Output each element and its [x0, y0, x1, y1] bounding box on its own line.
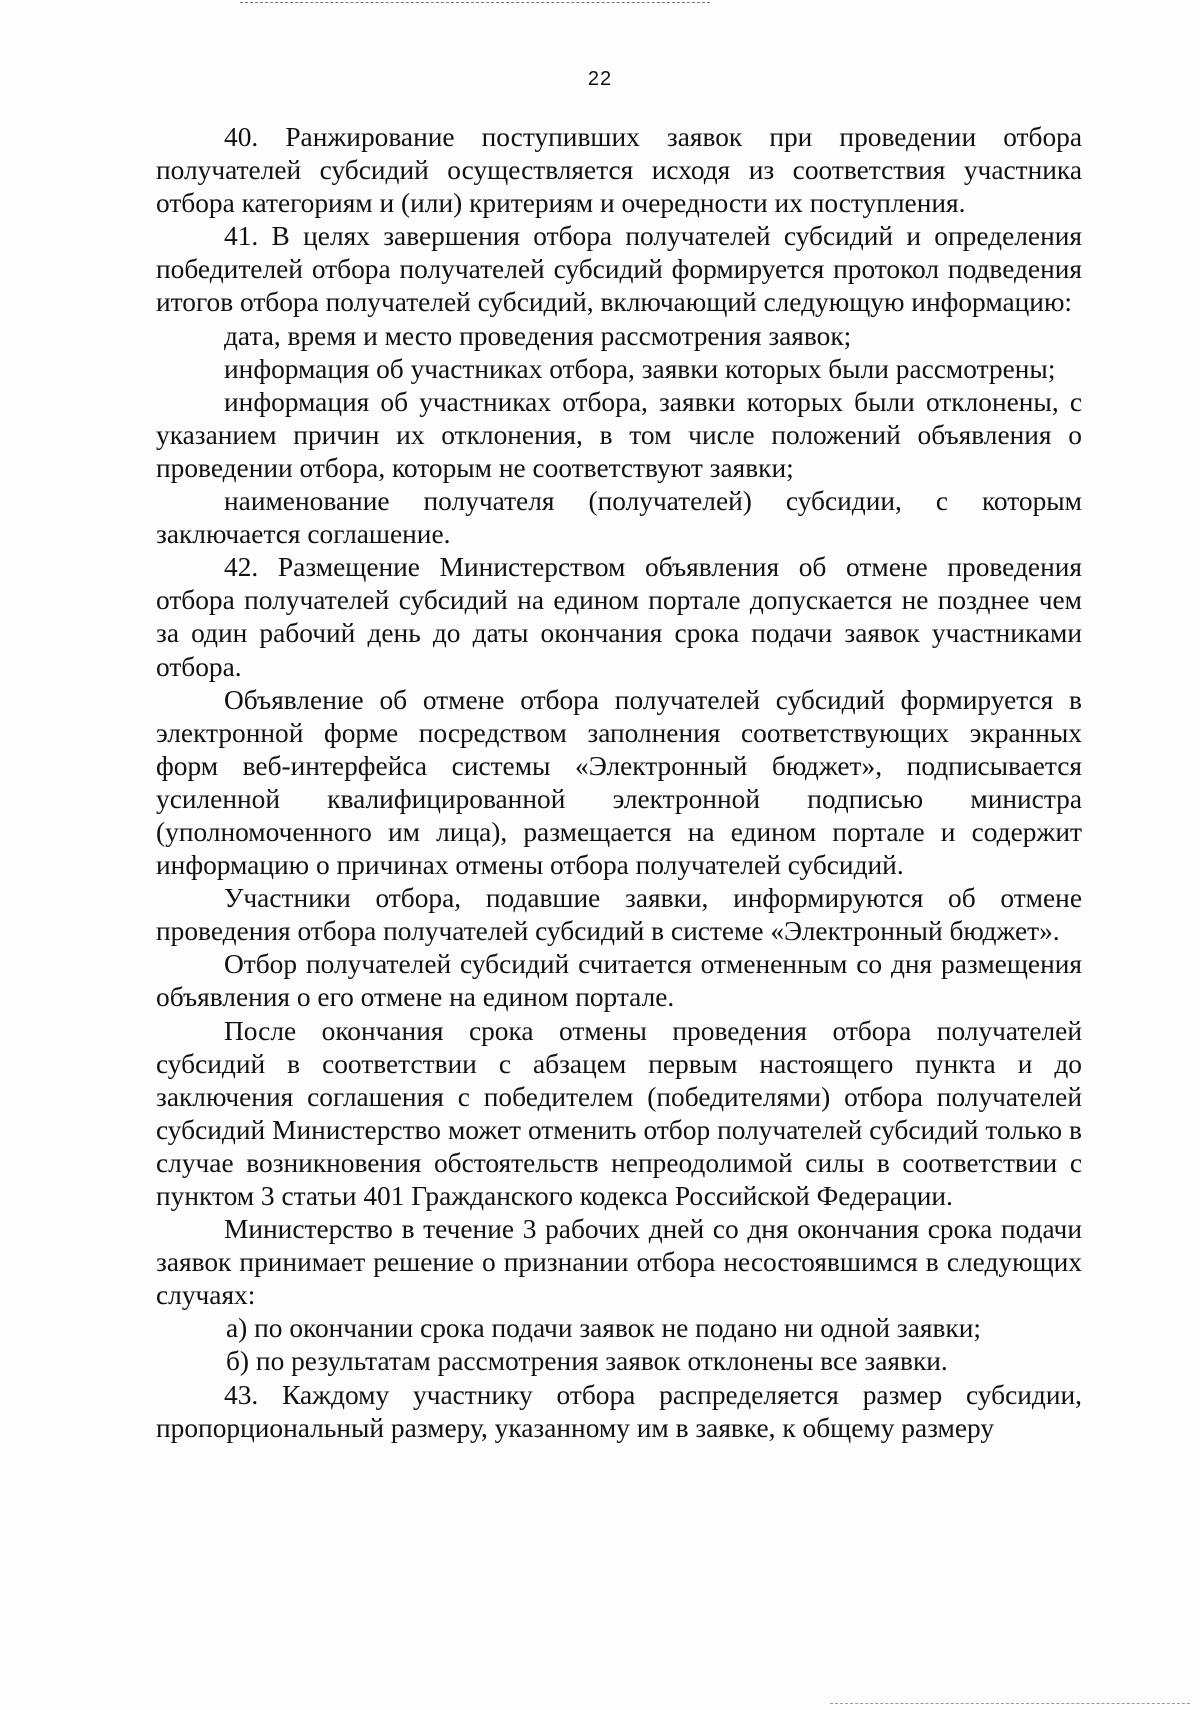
paragraph-42-force-majeure: После окончания срока отмены проведения отбора получателей субсидий в соответствии с абзацем первым настоящего пункта и до заключения соглашения с победителем (победителями) отбора получателей субсидий Министерство может отменить отбор получателей субсидий только в случае возникновения обстоятельств непреодолимой силы в соответствии с пунктом 3 статьи 401 Гражданского кодекса Российской Федерации. [156, 1015, 1082, 1211]
paragraph-40: 40. Ранжирование поступивших заявок при проведении отбора получателей субсидий осуществляется исходя из соответствия участника отбора категориям и (или) критериям и очередности их поступления. [156, 122, 1082, 219]
scan-edge-bottom [830, 1703, 1190, 1704]
document-body [156, 121, 1082, 1445]
paragraph-42-failed-selection: Министерство в течение 3 рабочих дней со дня окончания срока подачи заявок принимает решение о признании отбора несостоявшимся в следующих случаях: [156, 1214, 1082, 1311]
protocol-item-recipient: наименование получателя (получателей) субсидии, с которым заключается соглашение. [156, 486, 1082, 550]
paragraph-43: 43. Каждому участнику отбора распределяется размер субсидии, пропорциональный размеру, указанному им в заявке, к общему размеру [156, 1379, 1082, 1443]
paragraph-42-cancelled: Отбор получателей субсидий считается отмененным со дня размещения объявления о его отмене на едином портале. [156, 949, 1082, 1013]
failed-case-b: б) по результатам рассмотрения заявок отклонены все заявки. [226, 1346, 948, 1377]
protocol-item-date: дата, время и место проведения рассмотрения заявок; [224, 320, 852, 351]
paragraph-41: 41. В целях завершения отбора получателей субсидий и определения победителей отбора получателей субсидий формируется протокол подведения итогов отбора получателей субсидий, включающий следующую информацию: [156, 221, 1082, 318]
page-number: 22 [587, 68, 613, 90]
protocol-item-reviewed: информация об участниках отбора, заявки которых были рассмотрены; [224, 353, 1056, 384]
paragraph-42: 42. Размещение Министерством объявления об отмене проведения отбора получателей субсидий на едином портале допускается не позднее чем за один рабочий день до даты окончания срока подачи заявок участниками отбора. [156, 552, 1082, 682]
protocol-item-rejected: информация об участниках отбора, заявки которых были отклонены, с указанием причин их отклонения, в том числе положений объявления о проведении отбора, которым не соответствуют заявки; [156, 386, 1082, 483]
scan-edge-top [240, 2, 710, 3]
paragraph-42-participants: Участники отбора, подавшие заявки, информируются об отмене проведения отбора получателей субсидий в системе «Электронный бюджет». [156, 883, 1082, 947]
failed-case-a: а) по окончании срока подачи заявок не подано ни одной заявки; [226, 1313, 981, 1344]
paragraph-42-announcement: Объявление об отмене отбора получателей субсидий формируется в электронной форме посредством заполнения соответствующих экранных форм веб-интерфейса системы «Электронный бюджет», подписывается усиленной квалифицированной электронной подписью министра (уполномоченного им лица), размещается на едином портале и содержит информацию о причинах отмены отбора получателей субсидий. [156, 684, 1082, 881]
